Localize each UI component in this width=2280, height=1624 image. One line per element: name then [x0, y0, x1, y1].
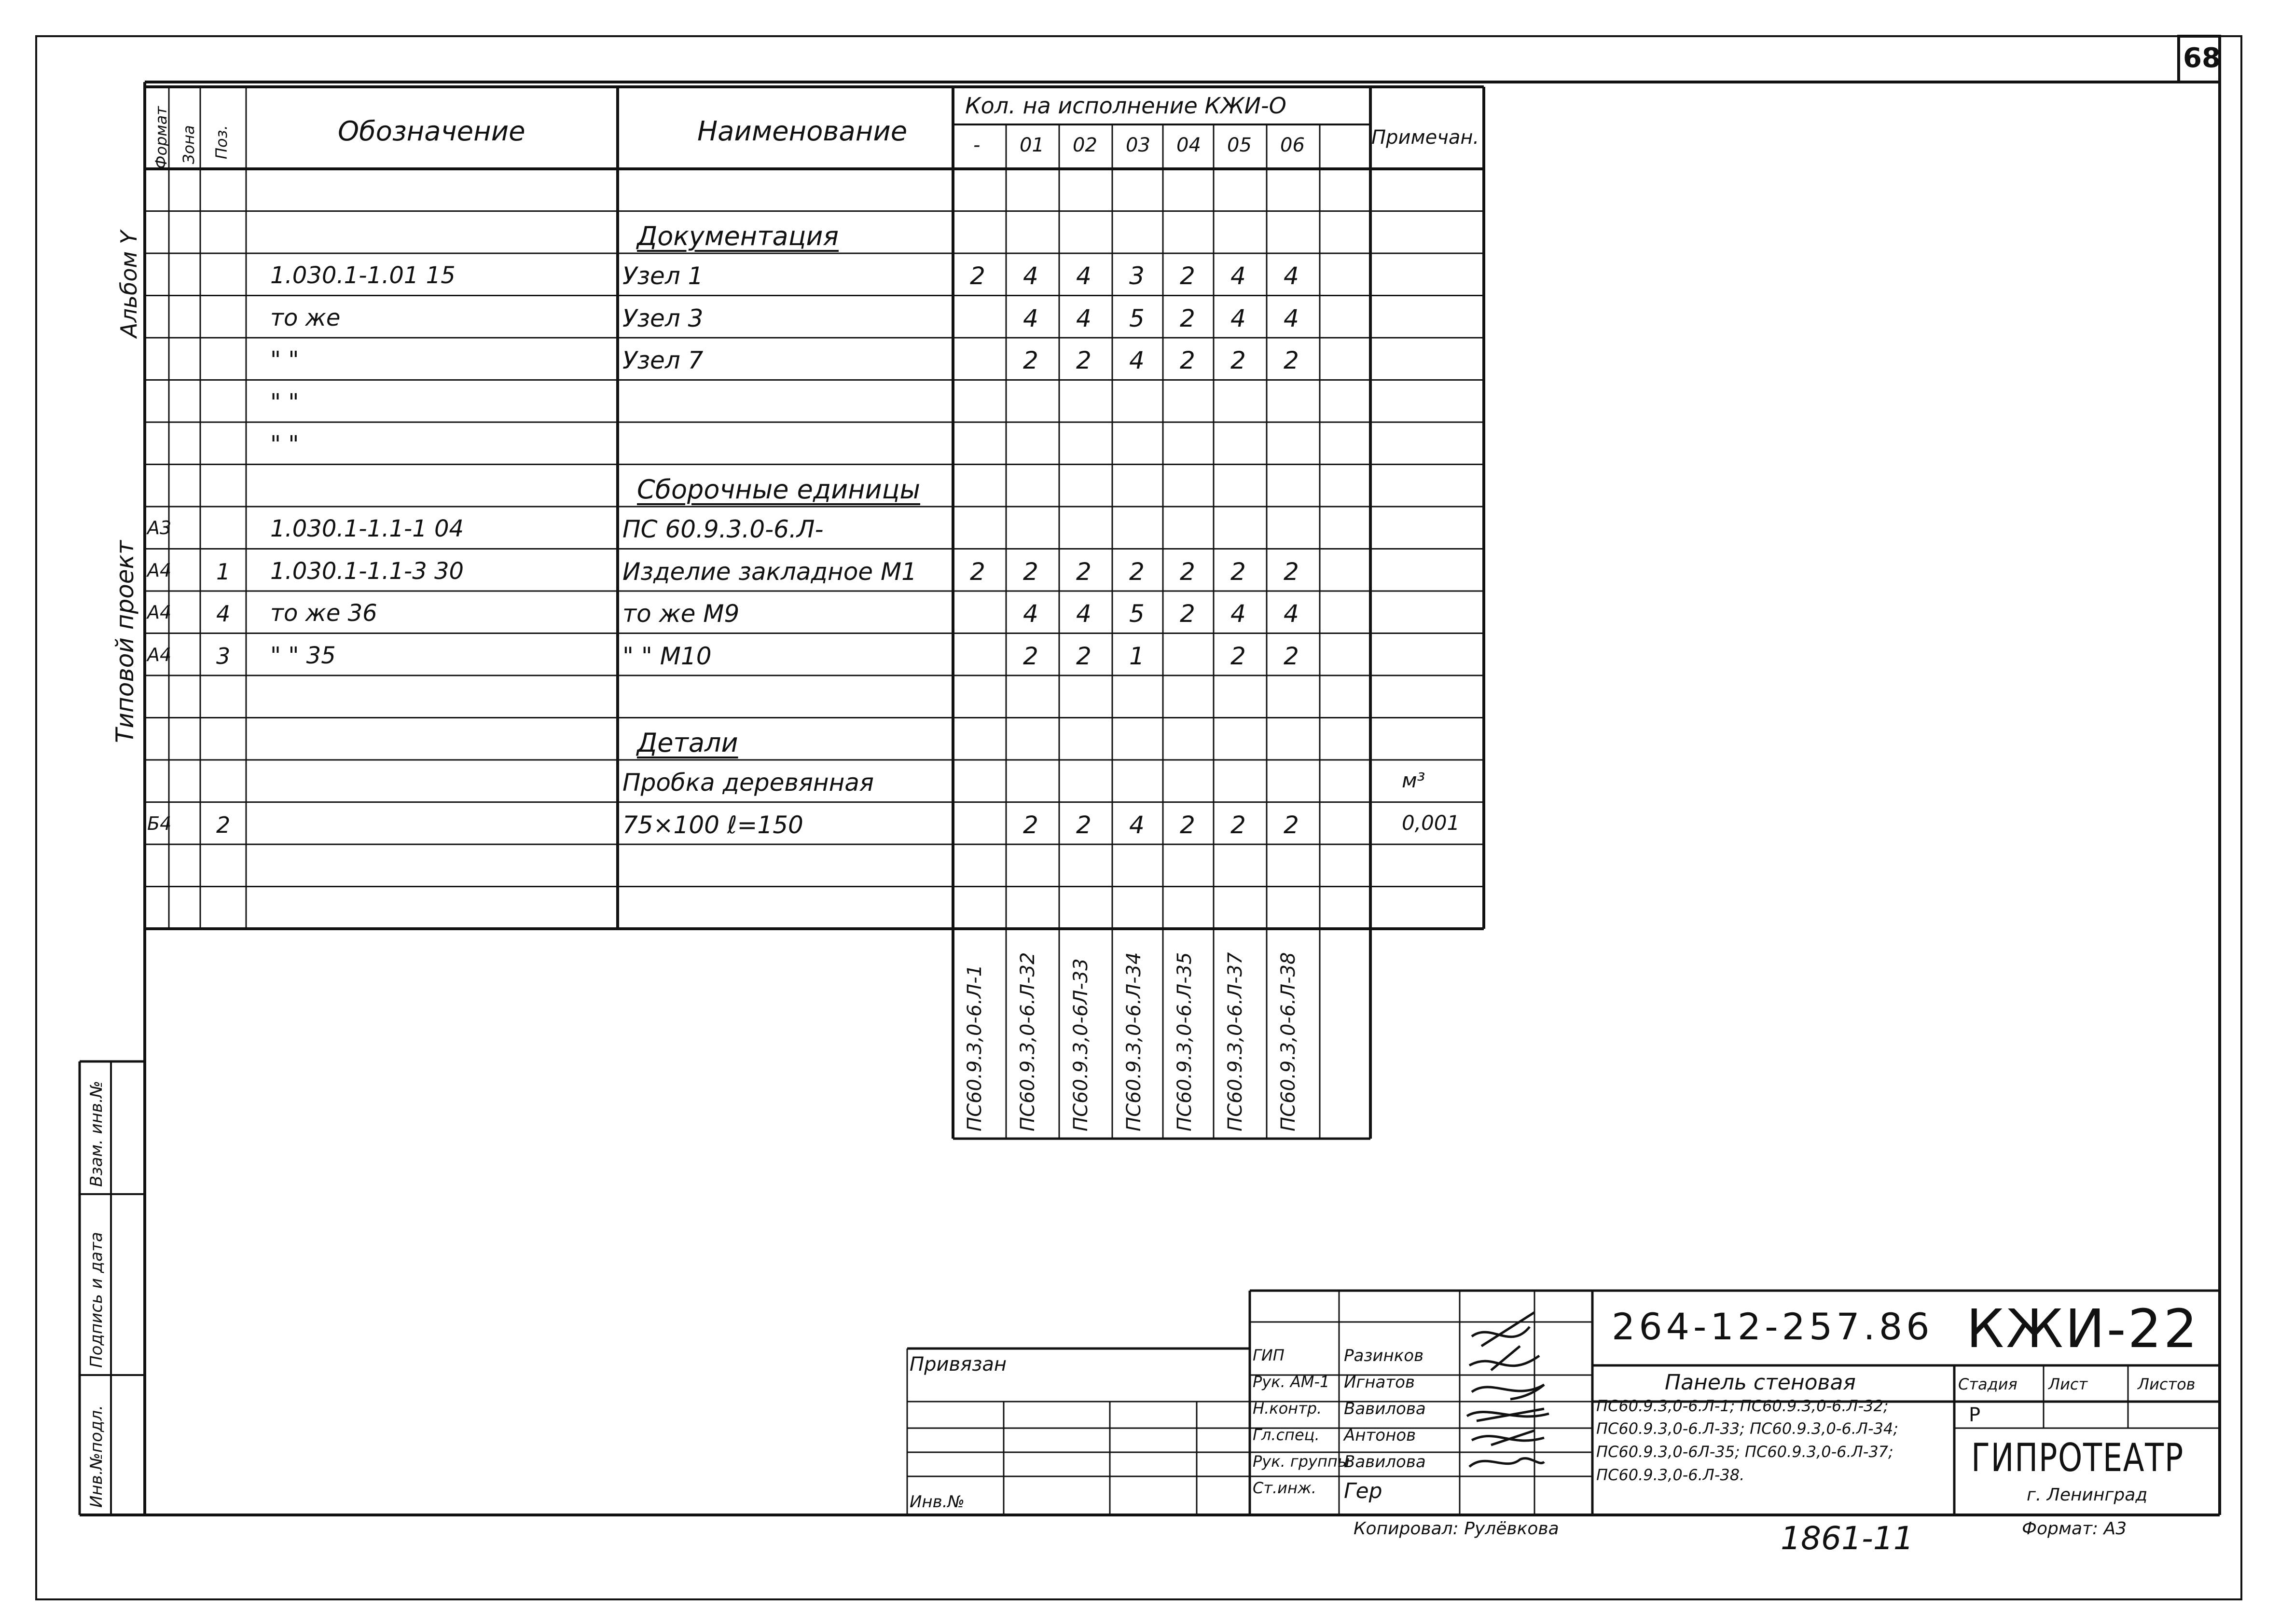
row-qty: 4	[1076, 262, 1092, 290]
row-qty: 4	[1023, 304, 1038, 332]
signer-role: Ст.инж.	[1253, 1479, 1316, 1497]
row-name: то же М9	[622, 600, 740, 628]
stamp-replace-inv: Взам. инв.№	[87, 1080, 106, 1187]
row-designation: 1.030.1-1.01 15	[270, 262, 456, 289]
row-designation: " "	[270, 388, 299, 416]
tied-to-label: Привязан	[910, 1353, 1007, 1376]
header-pos: Поз.	[212, 125, 231, 159]
row-name: Изделие закладное М1	[622, 557, 917, 586]
stamp-inv-podl: Инв.№подл.	[87, 1405, 106, 1508]
signer-role: Гл.спец.	[1253, 1426, 1320, 1444]
row-qty: 2	[1230, 811, 1246, 839]
sheet-number: 68	[2183, 42, 2221, 74]
row-designation: " "	[270, 346, 299, 373]
row-qty: 5	[1129, 304, 1145, 332]
description-line-2: ПС60.9.3,0-6.Л-33; ПС60.9.3,0-6.Л-34;	[1596, 1419, 1898, 1438]
description-line-1: ПС60.9.3,0-6.Л-1; ПС60.9.3,0-6.Л-32;	[1596, 1397, 1889, 1415]
stage-label: Стадия	[1958, 1375, 2017, 1393]
order-number: 1861-11	[1781, 1520, 1914, 1557]
row-designation: " "	[270, 431, 299, 458]
row-format: Б4	[147, 812, 172, 834]
variant-mark-6: ПС60.9.3,0-6.Л-37	[1224, 952, 1246, 1131]
drawing-mark: КЖИ-22	[1966, 1298, 2199, 1360]
signer-name: Разинков	[1344, 1346, 1424, 1365]
row-designation: " " 35	[270, 642, 336, 669]
row-qty: 2	[1180, 557, 1195, 586]
row-qty: 4	[1284, 600, 1299, 628]
row-name: " " М10	[622, 642, 712, 670]
row-qty: 2	[1230, 642, 1246, 670]
row-qty: 4	[1284, 262, 1299, 290]
row-name: Узел 3	[622, 304, 704, 332]
row-qty: 2	[970, 262, 985, 290]
stage-value: Р	[1969, 1404, 1981, 1426]
header-note: Примечан.	[1371, 126, 1479, 149]
row-format: А4	[147, 602, 172, 623]
header-variant-2: 02	[1073, 134, 1097, 156]
variant-mark-3: ПС60.9.3,0-6Л-33	[1070, 958, 1092, 1131]
row-designation: то же 36	[270, 600, 377, 627]
variant-mark-4: ПС60.9.3,0-6.Л-34	[1123, 952, 1145, 1131]
variant-mark-2: ПС60.9.3,0-6.Л-32	[1017, 952, 1039, 1131]
row-format: А4	[147, 644, 172, 665]
row-designation: то же	[270, 304, 341, 331]
signer-name: Гер	[1344, 1479, 1382, 1503]
album-label: Альбом Y	[116, 231, 142, 338]
row-qty: 2	[1284, 642, 1299, 670]
row-qty: 4	[1230, 262, 1246, 290]
row-qty: 5	[1129, 600, 1145, 628]
signer-role: Рук. группы	[1253, 1452, 1350, 1471]
signer-name: Антонов	[1344, 1426, 1416, 1445]
signer-role: ГИП	[1253, 1346, 1285, 1364]
row-qty: 2	[1284, 346, 1299, 374]
inv-no-label: Инв.№	[910, 1492, 965, 1512]
header-format: Формат	[152, 106, 170, 169]
row-name: ПС 60.9.3.0-6.Л-	[622, 515, 824, 543]
header-variant-6: 06	[1280, 134, 1305, 156]
row-format: А3	[147, 517, 172, 538]
signer-role: Н.контр.	[1253, 1399, 1322, 1418]
header-variant-4: 04	[1176, 134, 1201, 156]
row-qty: 4	[1023, 262, 1038, 290]
row-name: Узел 1	[622, 262, 704, 290]
header-qty-title: Кол. на исполнение КЖИ-О	[965, 93, 1286, 119]
row-format: А4	[147, 559, 172, 581]
row-name: Узел 7	[622, 346, 704, 374]
row-pos: 4	[216, 601, 231, 627]
organization: ГИПРОТЕАТР	[1971, 1435, 2184, 1480]
format-label: Формат: А3	[2022, 1519, 2127, 1539]
description-line-4: ПС60.9.3,0-6.Л-38.	[1596, 1466, 1745, 1484]
header-variant-0: -	[973, 134, 981, 156]
section-heading: Документация	[637, 220, 839, 251]
sheets-label: Листов	[2138, 1375, 2196, 1393]
signatures-image	[1462, 1293, 1559, 1515]
row-qty: 2	[1180, 346, 1195, 374]
copied-by: Копировал: Рулёвкова	[1354, 1519, 1559, 1539]
row-pos: 3	[216, 643, 231, 669]
row-qty: 4	[1076, 600, 1092, 628]
project-label: Типовой проект	[111, 540, 139, 743]
row-qty: 3	[1129, 262, 1145, 290]
sheet-label: Лист	[2048, 1375, 2088, 1393]
header-zone: Зона	[180, 125, 198, 164]
row-qty: 2	[1230, 346, 1246, 374]
row-qty: 2	[970, 557, 985, 586]
signer-name: Игнатов	[1344, 1373, 1415, 1392]
row-qty: 2	[1023, 642, 1038, 670]
row-qty: 4	[1076, 304, 1092, 332]
section-heading: Сборочные единицы	[637, 474, 921, 505]
row-qty: 2	[1284, 811, 1299, 839]
description-line-3: ПС60.9.3,0-6Л-35; ПС60.9.3,0-6.Л-37;	[1596, 1443, 1893, 1461]
city: г. Ленинград	[2027, 1485, 2148, 1505]
header-variant-3: 03	[1126, 134, 1150, 156]
variant-mark-7: ПС60.9.3,0-6.Л-38	[1277, 952, 1299, 1131]
row-qty: 4	[1129, 811, 1145, 839]
row-qty: 4	[1129, 346, 1145, 374]
row-qty: 2	[1180, 811, 1195, 839]
row-pos: 1	[216, 558, 231, 585]
row-name: 75×100 ℓ=150	[622, 811, 803, 839]
variant-mark-5: ПС60.9.3,0-6.Л-35	[1174, 952, 1196, 1131]
row-qty: 2	[1023, 346, 1038, 374]
header-variant-5: 05	[1227, 134, 1252, 156]
row-designation: 1.030.1-1.1-3 30	[270, 557, 464, 585]
row-qty: 2	[1284, 557, 1299, 586]
row-qty: 2	[1076, 642, 1092, 670]
row-note: м³	[1402, 769, 1425, 792]
row-note: 0,001	[1402, 811, 1460, 835]
row-pos: 2	[216, 812, 231, 838]
variant-mark-1: ПС60.9.3,0-6.Л-1	[964, 964, 986, 1131]
signer-role: Рук. АМ-1	[1253, 1373, 1330, 1391]
row-qty: 2	[1076, 811, 1092, 839]
row-qty: 2	[1180, 600, 1195, 628]
header-variant-1: 01	[1020, 134, 1044, 156]
row-qty: 2	[1129, 557, 1145, 586]
row-qty: 2	[1180, 262, 1195, 290]
row-qty: 2	[1023, 811, 1038, 839]
row-qty: 4	[1230, 600, 1246, 628]
row-qty: 2	[1230, 557, 1246, 586]
row-designation: 1.030.1-1.1-1 04	[270, 515, 464, 542]
row-name: Пробка деревянная	[622, 769, 874, 797]
section-heading: Детали	[637, 727, 738, 758]
row-qty: 1	[1129, 642, 1145, 670]
row-qty: 2	[1076, 557, 1092, 586]
header-name: Наименование	[697, 116, 908, 147]
row-qty: 4	[1023, 600, 1038, 628]
doc-code: 264-12-257.86	[1612, 1305, 1934, 1348]
signer-name: Вавилова	[1344, 1452, 1426, 1472]
header-designation: Обозначение	[338, 116, 525, 147]
row-qty: 2	[1023, 557, 1038, 586]
drawing-title: Панель стеновая	[1665, 1370, 1856, 1395]
row-qty: 2	[1180, 304, 1195, 332]
row-qty: 4	[1230, 304, 1246, 332]
stamp-signature-date: Подпись и дата	[87, 1232, 106, 1368]
row-qty: 4	[1284, 304, 1299, 332]
row-qty: 2	[1076, 346, 1092, 374]
signer-name: Вавилова	[1344, 1399, 1426, 1418]
